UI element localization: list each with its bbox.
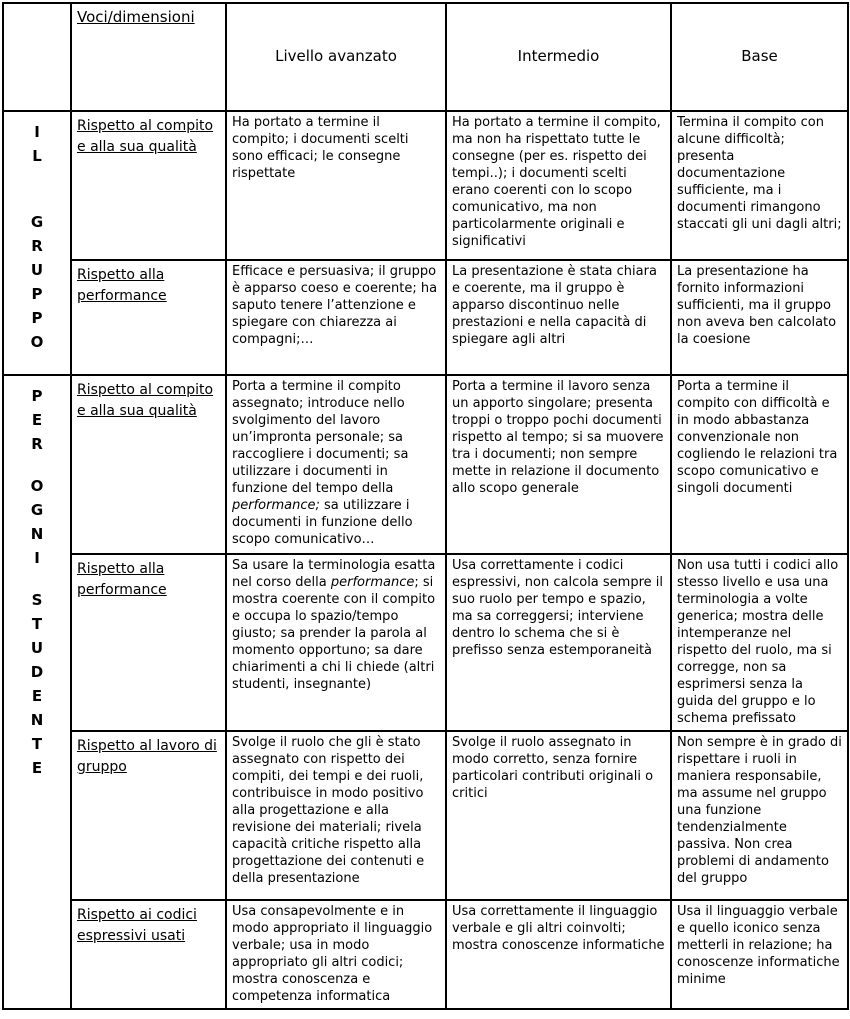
cell-avanzato: Usa consapevolmente e in modo appropriato il linguaggio verbale; usa in modo appropriato gli altri codici; mostra conoscenza e competenza informatica [226, 900, 446, 1009]
cell-intermedio: Porta a termine il lavoro senza un apporto singolare; presenta troppi o troppo pochi documenti rispetto al tempo; si sa muovere tra i documenti; non sempre mette in relazione il documento allo scopo generale [446, 375, 671, 554]
dimension-label-cell [71, 731, 226, 900]
corner-cell [3, 3, 71, 111]
group-label-il-gruppo: I L G R U P P O [3, 111, 71, 375]
table-row [3, 554, 848, 731]
cell-intermedio: Usa correttamente i codici espressivi, non calcola sempre il suo ruolo per tempo e spazio, ma sa correggersi; interviene dentro lo schema che si è prefisso senza estemporaneità [446, 554, 671, 731]
cell-avanzato: Ha portato a termine il compito; i documenti scelti sono efficaci; le consegne rispettate [226, 111, 446, 260]
dimension-label: Rispetto alla performance [77, 561, 167, 598]
dimension-label: Rispetto ai codici espressivi usati [77, 907, 197, 944]
level-header-avanzato: Livello avanzato [226, 3, 446, 111]
cell-base: Non sempre è in grado di rispettare i ruoli in maniera responsabile, ma assume nel gruppo una funzione tendenzialmente passiva. Non crea problemi di andamento del gruppo [671, 731, 848, 900]
voci-header-cell [71, 3, 226, 111]
dimension-label-cell [71, 111, 226, 260]
cell-base: Usa il linguaggio verbale e quello iconico senza metterli in relazione; ha conoscenze informatiche minime [671, 900, 848, 1009]
evaluation-rubric-table [2, 2, 849, 1010]
level-header-base: Base [671, 3, 848, 111]
cell-intermedio: Usa correttamente il linguaggio verbale e gli altri coinvolti; mostra conoscenze informatiche [446, 900, 671, 1009]
dimension-label: Rispetto al compito e alla sua qualità [77, 382, 214, 419]
dimension-label-cell [71, 260, 226, 375]
dimension-label: Rispetto al lavoro di gruppo [77, 738, 217, 775]
cell-intermedio: La presentazione è stata chiara e coerente, ma il gruppo è apparso discontinuo nelle prestazioni e nella capacità di spiegare agli altri [446, 260, 671, 375]
dimension-label: Rispetto al compito e alla sua qualità [77, 118, 214, 155]
cell-avanzato: Sa usare la terminologia esatta nel corso della performance; si mostra coerente con il compito e occupa lo spazio/tempo giusto; sa prender la parola al momento opportuno; sa dare chiarimenti a chi li chiede (altri studenti, insegnante) [226, 554, 446, 731]
cell-base: Porta a termine il compito con difficoltà e in modo abbastanza convenzionale non cogliendo le relazioni tra scopo comunicativo e singoli documenti [671, 375, 848, 554]
voci-header-label: Voci/dimensioni [77, 8, 195, 26]
group-label-per-ogni-studente: P E R O G N I S T U D E N T E [3, 375, 71, 1009]
cell-intermedio: Svolge il ruolo assegnato in modo corretto, senza fornire particolari contributi originali o critici [446, 731, 671, 900]
table-row [3, 111, 848, 260]
cell-avanzato: Efficace e persuasiva; il gruppo è apparso coeso e coerente; ha saputo tenere l’attenzione e spiegare con chiarezza ai compagni;… [226, 260, 446, 375]
dimension-label-cell [71, 375, 226, 554]
cell-avanzato: Porta a termine il compito assegnato; introduce nello svolgimento del lavoro un’impronta personale; sa raccogliere i documenti; sa utilizzare i documenti in funzione del tempo della performance; sa utilizzare i documenti in funzione dello scopo comunicativo… [226, 375, 446, 554]
dimension-label-cell [71, 554, 226, 731]
cell-avanzato: Svolge il ruolo che gli è stato assegnato con rispetto dei compiti, dei tempi e dei ruoli, contribuisce in modo positivo alla progettazione e alla revisione dei materiali; rivela capacità critiche rispetto alla progettazione dei contenuti e della presentazione [226, 731, 446, 900]
dimension-label: Rispetto alla performance [77, 267, 167, 304]
cell-base: Non usa tutti i codici allo stesso livello e usa una terminologia a volte generica; mostra delle intemperanze nel rispetto del ruolo, ma si corregge, non sa esprimersi senza la guida del gruppo e lo schema prefissato [671, 554, 848, 731]
cell-base: Termina il compito con alcune difficoltà; presenta documentazione sufficiente, ma i documenti rimangono staccati gli uni dagli altri; [671, 111, 848, 260]
dimension-label-cell [71, 900, 226, 1009]
table-row [3, 375, 848, 554]
header-row [3, 3, 848, 111]
table-row [3, 731, 848, 900]
cell-base: La presentazione ha fornito informazioni sufficienti, ma il gruppo non aveva ben calcolato la coesione [671, 260, 848, 375]
table-row [3, 260, 848, 375]
level-header-intermedio: Intermedio [446, 3, 671, 111]
cell-intermedio: Ha portato a termine il compito, ma non ha rispettato tutte le consegne (per es. rispetto dei tempi..); i documenti scelti erano coerenti con lo scopo comunicativo, ma non particolarmente originali e significativi [446, 111, 671, 260]
table-row [3, 900, 848, 1009]
